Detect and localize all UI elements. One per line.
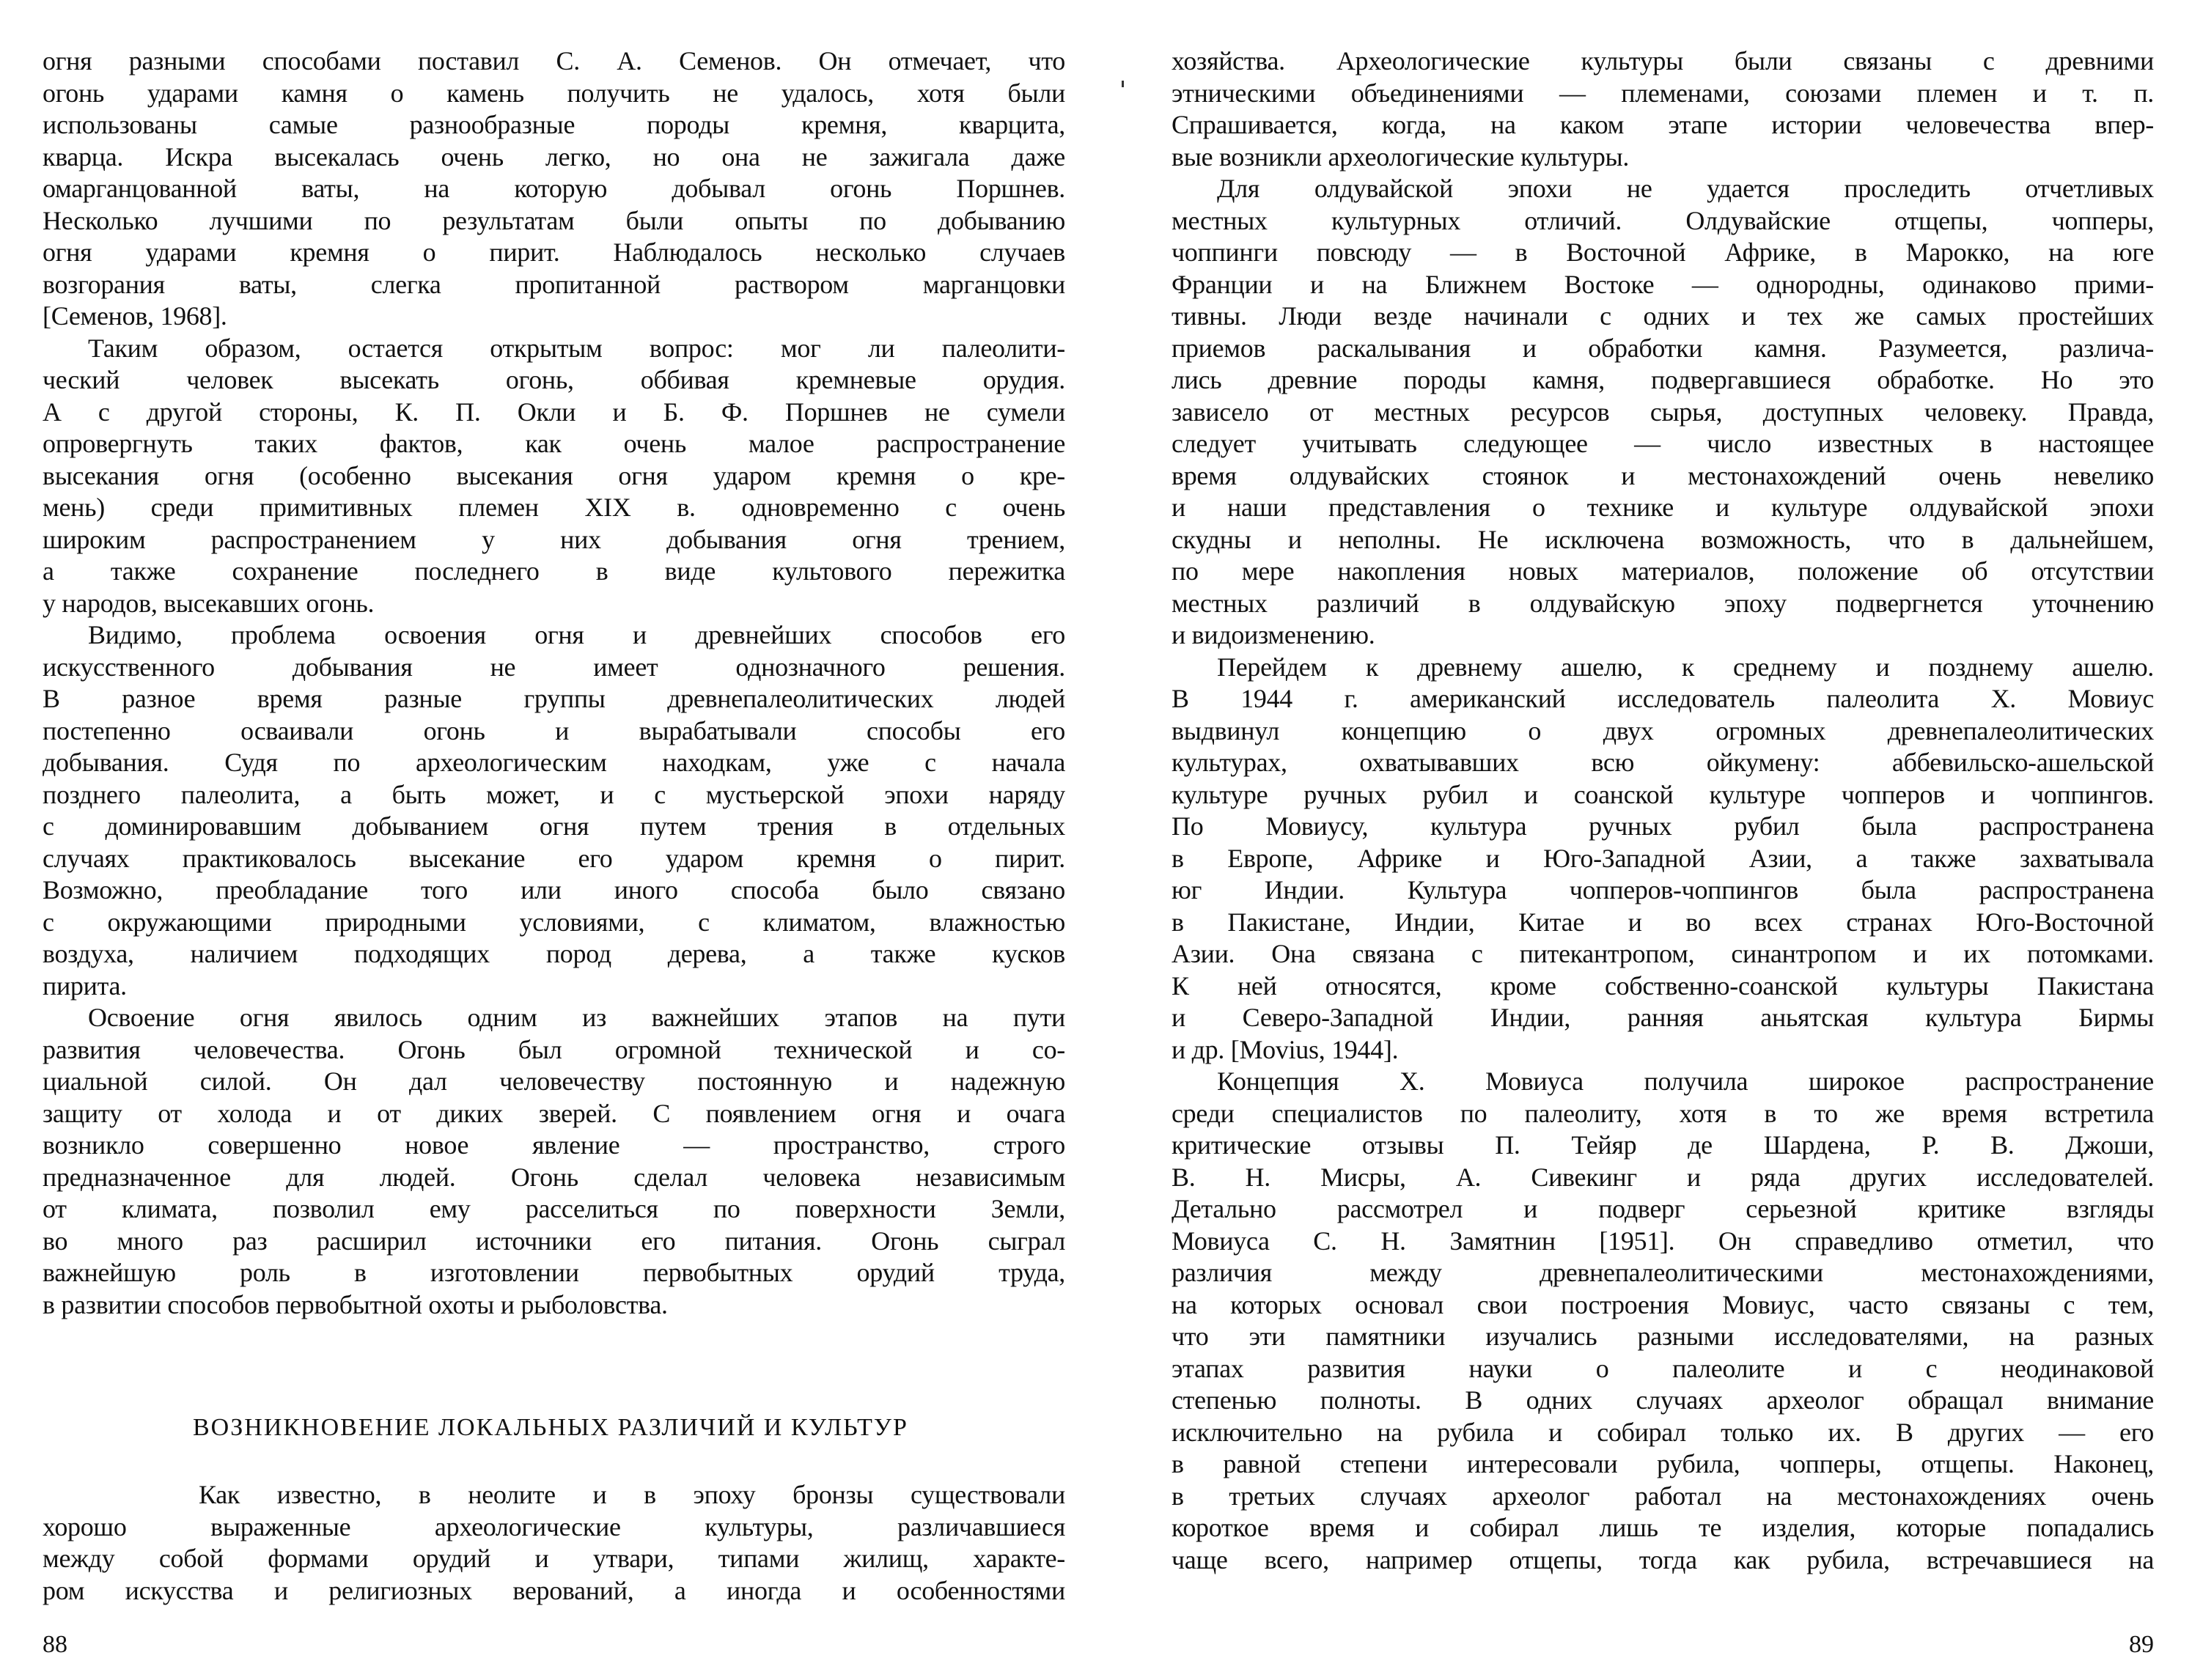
text-line: хозяйства. Археологические культуры были связаны с древними bbox=[1172, 46, 2154, 75]
page-number-right: 89 bbox=[2129, 1631, 2154, 1658]
text-line: широким распространением у них добывания огня трением, bbox=[43, 524, 1065, 554]
text-line: воздуха, наличием подходящих пород дерева, а также кусков bbox=[43, 939, 1065, 968]
text-line: пирита. bbox=[43, 970, 127, 1001]
text-line: различия между древнепалеолитическими местонахождениями, bbox=[1172, 1258, 2154, 1287]
text-line: следует учитывать следующее — число известных в настоящее bbox=[1172, 429, 2154, 458]
text-line: и др. [Movius, 1944]. bbox=[1172, 1034, 1399, 1064]
text-line: приемов раскалывания и обработки камня. Разумеется, различа- bbox=[1172, 333, 2154, 363]
text-line: с доминировавшим добыванием огня путем трения в отдельных bbox=[43, 811, 1065, 841]
text-line: Концепция Х. Мовиуса получила широкое распространение bbox=[1217, 1066, 2154, 1096]
text-line: огня ударами кремня о пирит. Наблюдалось несколько случаев bbox=[43, 237, 1065, 267]
text-line: защиту от холода и от диких зверей. С появлением огня и очага bbox=[43, 1098, 1065, 1128]
text-line: опровергнуть таких фактов, как очень малое распространение bbox=[43, 429, 1065, 458]
text-line: зависело от местных ресурсов сырья, доступных человеку. Правда, bbox=[1172, 397, 2154, 427]
text-line: Спрашивается, когда, на каком этапе истории человечества впер- bbox=[1172, 110, 2154, 139]
text-line: По Мовиусу, культура ручных рубил была распространена bbox=[1172, 811, 2154, 841]
text-line: культурах, охватывавших всю ойкумену: аббевильско-ашельской bbox=[1172, 748, 2154, 777]
text-line: Несколько лучшими по результатам были опыты по добыванию bbox=[43, 205, 1065, 235]
left-page bbox=[43, 0, 1065, 1680]
text-line: по мере накопления новых материалов, положение об отсутствии bbox=[1172, 556, 2154, 586]
text-line: во много раз расширил источники его питания. Огонь сыграл bbox=[43, 1226, 1065, 1256]
text-line: что эти памятники изучались разными исследователями, на разных bbox=[1172, 1322, 2154, 1351]
text-line: чоппинги повсюду — в Восточной Африке, в Марокко, на юге bbox=[1172, 237, 2154, 267]
left-page-body-bottom bbox=[43, 1479, 1065, 1607]
text-line: добывания. Судя по археологическим находкам, уже с начала bbox=[43, 748, 1065, 777]
text-line: исключительно на рубила и собирал только их. В других — его bbox=[1172, 1417, 2154, 1447]
text-line: циальной силой. Он дал человечеству постоянную и надежную bbox=[43, 1066, 1065, 1096]
scan-speck bbox=[1122, 81, 1124, 87]
text-line: выдвинул концепцию о двух огромных древнепалеолитических bbox=[1172, 715, 2154, 745]
text-line: ром искусства и религиозных верований, а иногда и особенностями bbox=[43, 1575, 1065, 1605]
text-line: высекания огня (особенно высекания огня ударом кремня о кре- bbox=[43, 460, 1065, 490]
text-line: короткое время и собирал лишь те изделия, которые попадались bbox=[1172, 1513, 2154, 1542]
section-heading: ВОЗНИКНОВЕНИЕ ЛОКАЛЬНЫХ РАЗЛИЧИЙ И КУЛЬТУР bbox=[193, 1414, 908, 1441]
text-line: омарганцованной ваты, на которую добывал огонь Поршнев. bbox=[43, 174, 1065, 203]
text-line: [Семенов, 1968]. bbox=[43, 301, 227, 331]
text-line: местных различий в олдувайскую эпоху подвергнется уточнению bbox=[1172, 588, 2154, 618]
text-line: чаще всего, например отщепы, тогда как рубила, встречавшиеся на bbox=[1172, 1544, 2154, 1574]
text-line: Освоение огня явилось одним из важнейших этапов на пути bbox=[88, 1003, 1065, 1032]
right-page-body bbox=[1172, 45, 2154, 1576]
page-number-left: 88 bbox=[43, 1631, 67, 1658]
text-line: на которых основал свои построения Мовиус, часто связаны с тем, bbox=[1172, 1289, 2154, 1319]
text-line: возникло совершенно новое явление — пространство, строго bbox=[43, 1130, 1065, 1160]
text-line: и видоизменению. bbox=[1172, 620, 1375, 649]
text-line: хорошо выраженные археологические культуры, различавшиеся bbox=[43, 1511, 1065, 1541]
text-line: предназначенное для людей. Огонь сделал человека независимым bbox=[43, 1162, 1065, 1192]
text-line: постепенно осваивали огонь и вырабатывали способы его bbox=[43, 715, 1065, 745]
text-line: лись древние породы камня, подвергавшиеся обработке. Но это bbox=[1172, 365, 2154, 394]
text-line: К ней относятся, кроме собственно-соанской культуры Пакистана bbox=[1172, 970, 2154, 1001]
text-line: Как известно, в неолите и в эпоху бронзы существовали bbox=[199, 1480, 1065, 1509]
text-line: а также сохранение последнего в виде культового пережитка bbox=[43, 556, 1065, 586]
text-line: тивны. Люди везде начинали с одних и тех же самых простейших bbox=[1172, 301, 2154, 331]
text-line: вые возникли археологические культуры. bbox=[1172, 141, 1630, 172]
text-line: искусственного добывания не имеет однозначного решения. bbox=[43, 652, 1065, 682]
text-line: ческий человек высекать огонь, оббивая кремневые орудия. bbox=[43, 365, 1065, 394]
text-line: от климата, позволил ему расселиться по поверхности Земли, bbox=[43, 1194, 1065, 1223]
text-line: Таким образом, остается открытым вопрос: мог ли палеолити- bbox=[88, 333, 1065, 363]
text-line: случаях практиковалось высекание его ударом кремня о пирит. bbox=[43, 843, 1065, 873]
text-line: позднего палеолита, а быть может, и с мустьерской эпохи наряду bbox=[43, 779, 1065, 809]
right-page bbox=[1172, 0, 2154, 1680]
text-line: степенью полноты. В одних случаях археолог обращал внимание bbox=[1172, 1385, 2154, 1415]
text-line: в Пакистане, Индии, Китае и во всех странах Юго-Восточной bbox=[1172, 907, 2154, 937]
text-line: Перейдем к древнему ашелю, к среднему и позднему ашелю. bbox=[1217, 652, 2154, 682]
text-line: у народов, высекавших огонь. bbox=[43, 588, 375, 618]
text-line: среди специалистов по палеолиту, хотя в то же время встретила bbox=[1172, 1098, 2154, 1128]
text-line: в Европе, Африке и Юго-Западной Азии, а также захватывала bbox=[1172, 843, 2154, 873]
text-line: кварца. Искра высекалась очень легко, но она не зажигала даже bbox=[43, 141, 1065, 172]
text-line: Видимо, проблема освоения огня и древнейших способов его bbox=[88, 620, 1065, 649]
text-line: Возможно, преобладание того или иного способа было связано bbox=[43, 875, 1065, 905]
text-line: культуре ручных рубил и соанской культуре чопперов и чоппингов. bbox=[1172, 779, 2154, 809]
text-line: критические отзывы П. Тейяр де Шардена, Р. В. Джоши, bbox=[1172, 1130, 2154, 1160]
text-line: местных культурных отличий. Олдувайские отщепы, чопперы, bbox=[1172, 205, 2154, 235]
text-line: в равной степени интересовали рубила, чопперы, отщепы. Наконец, bbox=[1172, 1449, 2154, 1478]
text-line: в развитии способов первобытной охоты и рыболовства. bbox=[43, 1289, 668, 1319]
text-line: Детально рассмотрел и подверг серьезной критике взгляды bbox=[1172, 1194, 2154, 1223]
left-page-body-top bbox=[43, 45, 1065, 1321]
text-line: Для олдувайской эпохи не удается проследить отчетливых bbox=[1217, 174, 2154, 203]
text-line: скудны и неполны. Не исключена возможность, что в дальнейшем, bbox=[1172, 524, 2154, 554]
text-line: мень) среди примитивных племен XIX в. одновременно с очень bbox=[43, 493, 1065, 522]
text-line: этническими объединениями — племенами, союзами племен и т. п. bbox=[1172, 78, 2154, 108]
text-line: возгорания ваты, слегка пропитанной раствором марганцовки bbox=[43, 269, 1065, 299]
text-line: В разное время разные группы древнепалеолитических людей bbox=[43, 684, 1065, 713]
text-line: развития человечества. Огонь был огромной технической и со- bbox=[43, 1034, 1065, 1064]
text-line: и наши представления о технике и культуре олдувайской эпохи bbox=[1172, 493, 2154, 522]
text-line: В 1944 г. американский исследователь палеолита Х. Мовиус bbox=[1172, 684, 2154, 713]
text-line: огонь ударами камня о камень получить не удалось, хотя были bbox=[43, 78, 1065, 108]
text-line: важнейшую роль в изготовлении первобытных орудий труда, bbox=[43, 1258, 1065, 1287]
text-line: в третьих случаях археолог работал на местонахождениях очень bbox=[1172, 1481, 2154, 1511]
text-line: Азии. Она связана с питекантропом, синантропом и их потомками. bbox=[1172, 939, 2154, 968]
text-line: время олдувайских стоянок и местонахождений очень невелико bbox=[1172, 460, 2154, 490]
text-line: Мовиуса С. Н. Замятнин [1951]. Он справедливо отметил, что bbox=[1172, 1226, 2154, 1256]
text-line: с окружающими природными условиями, с климатом, влажностью bbox=[43, 907, 1065, 937]
text-line: использованы самые разнообразные породы кремня, кварцита, bbox=[43, 110, 1065, 139]
text-line: В. Н. Мисры, А. Сивекинг и ряда других исследователей. bbox=[1172, 1162, 2154, 1192]
text-line: огня разными способами поставил С. А. Семенов. Он отмечает, что bbox=[43, 46, 1065, 75]
text-line: юг Индии. Культура чопперов-чоппингов была распространена bbox=[1172, 875, 2154, 905]
text-line: между собой формами орудий и утвари, типами жилищ, характе- bbox=[43, 1544, 1065, 1573]
text-line: А с другой стороны, К. П. Окли и Б. Ф. Поршнев не сумели bbox=[43, 397, 1065, 427]
text-line: Франции и на Ближнем Востоке — однородны, одинаково прими- bbox=[1172, 269, 2154, 299]
text-line: и Северо-Западной Индии, ранняя аньятская культура Бирмы bbox=[1172, 1003, 2154, 1032]
text-line: этапах развития науки о палеолите и с неодинаковой bbox=[1172, 1353, 2154, 1383]
